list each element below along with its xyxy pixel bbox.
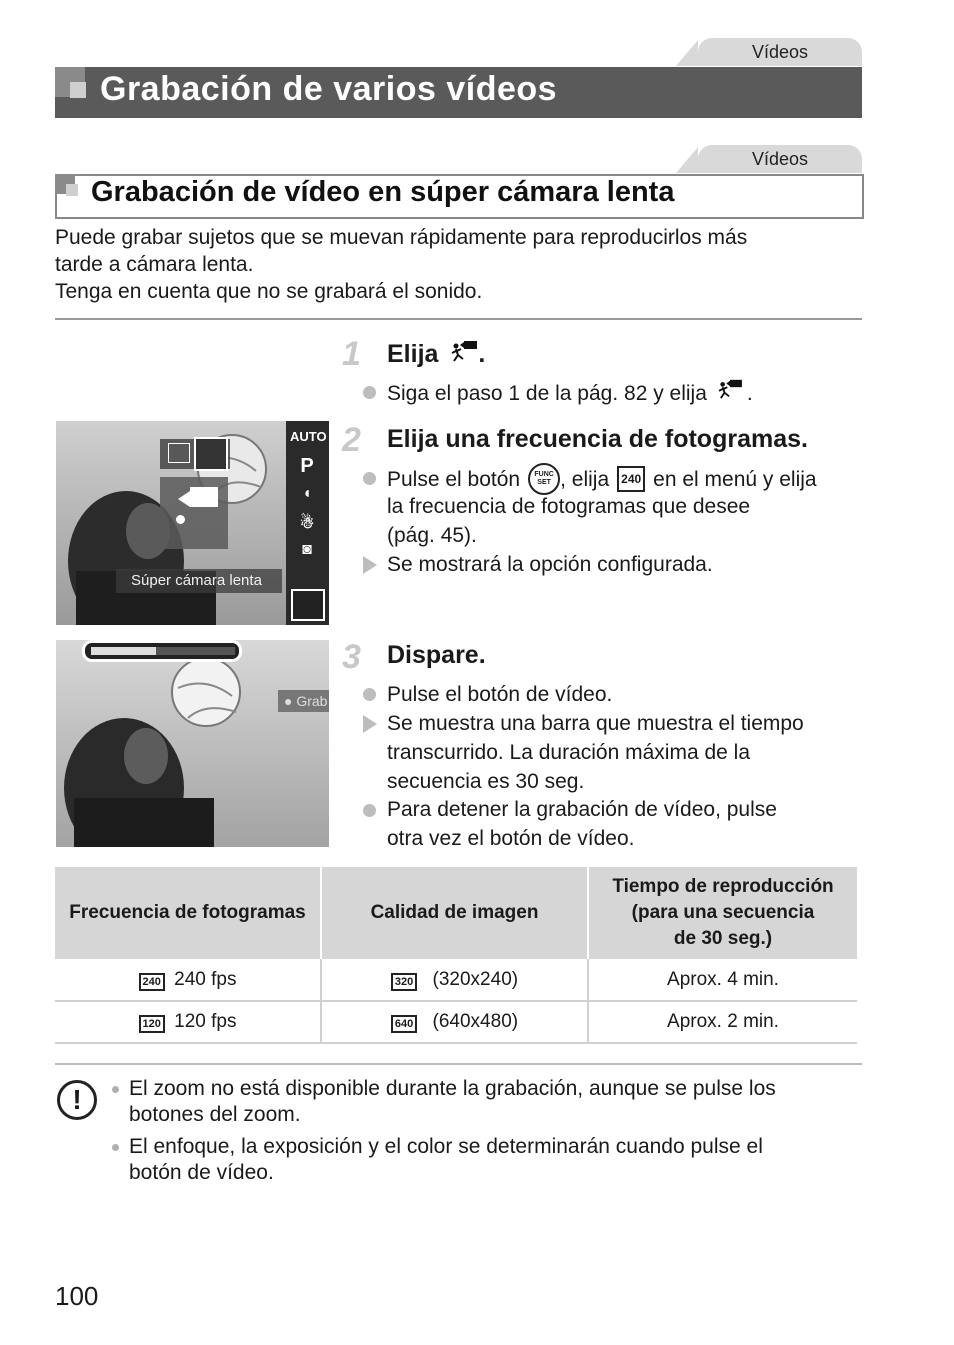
step-2-line-2: la frecuencia de fotogramas que desee	[387, 495, 751, 518]
camera-screen-recording	[56, 640, 329, 847]
mode-icon-4[interactable]: ☃	[299, 515, 315, 532]
step-1-number: 1	[342, 335, 361, 373]
quality-320-icon: 320	[391, 973, 417, 991]
bullet-icon	[363, 472, 376, 485]
bullet-icon	[363, 386, 376, 399]
camera-screen-menu	[56, 421, 329, 625]
step-3-result: Se muestra una barra que muestra el tiempo transcurrido. La duración máxima de la secuencia es 30 seg.	[387, 712, 804, 793]
movie-mode-icon	[168, 443, 190, 463]
caution-bullet-icon	[112, 1086, 119, 1093]
result-arrow-icon	[363, 715, 377, 733]
super-slow-motion-icon	[717, 378, 743, 408]
chapter-tab	[698, 38, 862, 66]
step-2-result: Se mostrará la opción configurada.	[387, 553, 713, 576]
scene-photo-2	[56, 640, 329, 847]
page-number: 100	[55, 1281, 99, 1311]
step-1-title: Elija .	[387, 340, 486, 368]
step-3-bullet-1: Pulse el botón de vídeo.	[387, 683, 613, 706]
step-3-bullet-2: Para detener la grabación de vídeo, pulse otra vez el botón de vídeo.	[387, 798, 777, 850]
section-tab-label: Vídeos	[751, 148, 809, 169]
chapter-tab-label: Vídeos	[751, 41, 809, 62]
caution-icon: !	[57, 1080, 97, 1120]
elapsed-time-fill	[91, 647, 156, 655]
mode-icon-3[interactable]: ◖	[302, 485, 312, 502]
elapsed-time-bar	[82, 640, 242, 662]
func-set-button-icon: FUNC SET	[528, 463, 560, 495]
step-2-title: Elija una frecuencia de fotogramas.	[387, 425, 808, 453]
caution-2: El enfoque, la exposición y el color se determinarán cuando pulse el botón de vídeo.	[129, 1135, 763, 1184]
mode-column	[290, 429, 327, 569]
step-2-number: 2	[342, 421, 361, 459]
mode-p[interactable]: P	[300, 455, 314, 477]
intro-text: Puede grabar sujetos que se muevan rápidamente para reproducirlos más tarde a cámara lenta. Tenga en cuenta que no se grabará el sonido.	[55, 226, 748, 303]
step-2-line-3: (pág. 45).	[387, 524, 477, 547]
rec-label: ● Grab	[278, 690, 329, 712]
super-slow-motion-icon	[450, 339, 478, 370]
col-header-frame-rate: Frecuencia de fotogramas	[55, 867, 321, 959]
step-2-line-1: Pulse el botón FUNC SET , elija 240 en el menú y elija	[387, 463, 817, 495]
mode-label: Súper cámara lenta	[131, 572, 262, 589]
frame-rate-table	[55, 867, 857, 1044]
step-3-number: 3	[342, 638, 361, 676]
large-mode-icon	[160, 477, 228, 549]
page-title: Grabación de varios vídeos	[100, 70, 558, 108]
step-3-title: Dispare.	[387, 641, 486, 669]
slow-motion-option[interactable]	[194, 437, 228, 471]
caution-1: El zoom no está disponible durante la grabación, aunque se pulse los botones del zoom.	[129, 1077, 776, 1126]
table-row: 240 240 fps 320 (320x240) Aprox. 4 min.	[55, 959, 857, 1001]
col-header-playback: Tiempo de reproducción (para una secuencia de 30 seg.)	[588, 867, 857, 959]
result-arrow-icon	[363, 556, 377, 574]
caution-bullet-icon	[112, 1144, 119, 1151]
mode-auto[interactable]: AUTO	[290, 429, 327, 444]
bullet-icon	[363, 804, 376, 817]
fps-240-icon: 240	[617, 466, 645, 492]
section-title: Grabación de vídeo en súper cámara lenta	[91, 176, 675, 208]
bullet-icon	[363, 688, 376, 701]
col-header-quality: Calidad de imagen	[321, 867, 588, 959]
quality-640-icon: 640	[391, 1015, 417, 1033]
mode-icon-5[interactable]: ◙	[302, 541, 312, 558]
selected-mode-slow-motion[interactable]	[291, 589, 325, 621]
section-tab	[698, 145, 862, 173]
fps-240-icon: 240	[139, 973, 165, 991]
divider	[55, 318, 862, 320]
caution-divider	[55, 1063, 862, 1065]
fps-120-icon: 120	[139, 1015, 165, 1033]
table-row: 120 120 fps 640 (640x480) Aprox. 2 min.	[55, 1001, 857, 1043]
step-1-line: Siga el paso 1 de la pág. 82 y elija .	[387, 378, 753, 408]
